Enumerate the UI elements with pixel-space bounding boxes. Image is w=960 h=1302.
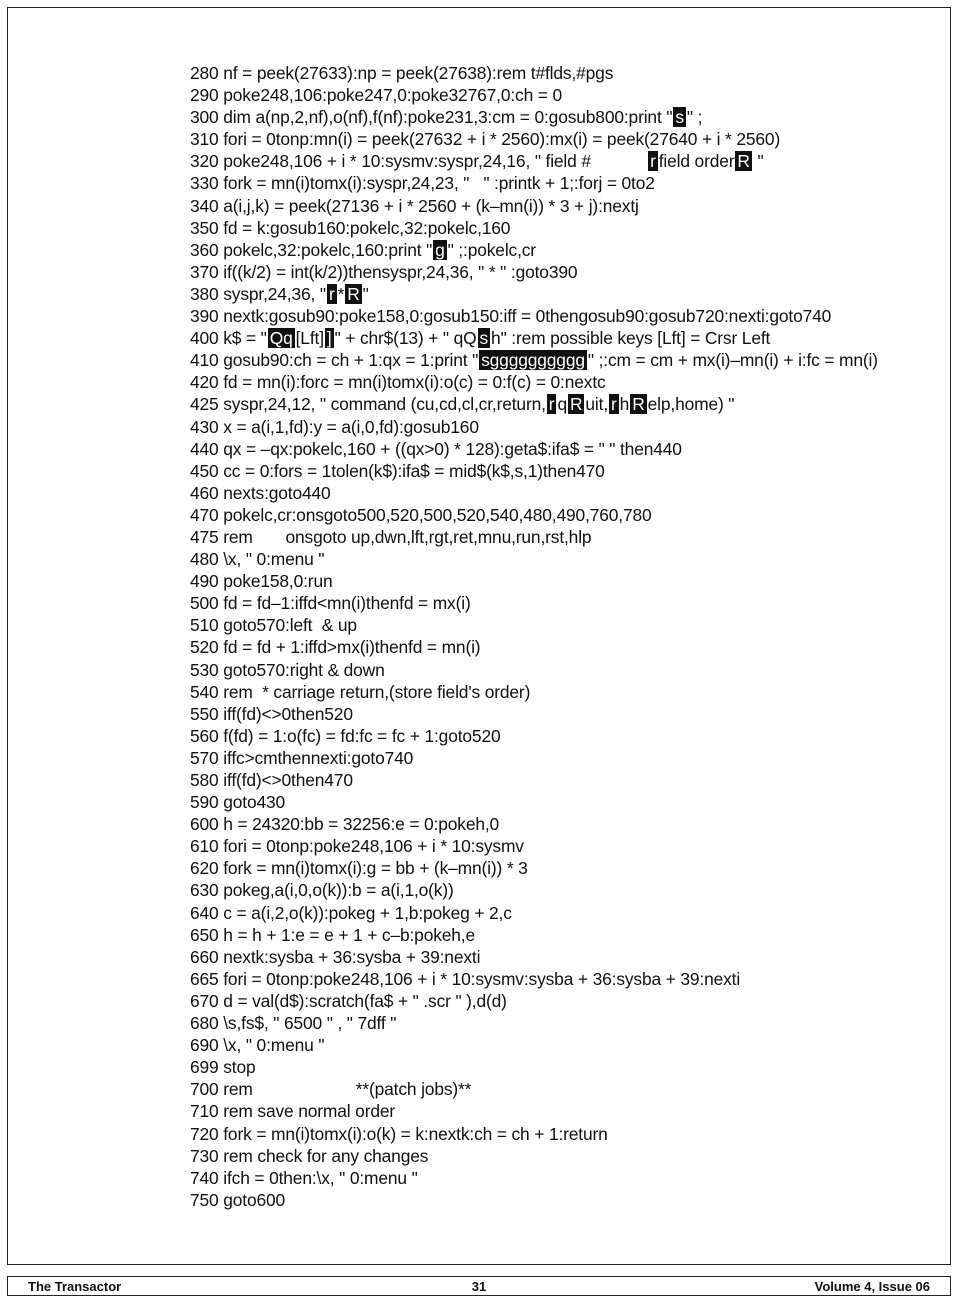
- code-line: [190, 659, 950, 681]
- code-text: 690 \x, " 0:menu ": [190, 1035, 325, 1056]
- reverse-video-char: s: [479, 328, 489, 349]
- code-text: 410 gosub90:ch = ch + 1:qx = 1:print ": [190, 350, 479, 371]
- code-text: *: [337, 283, 345, 304]
- code-text: ": [752, 151, 764, 172]
- code-line: [190, 1012, 950, 1034]
- reverse-video-char: r: [611, 394, 617, 415]
- code-text: 440 qx = –qx:pokelc,160 + ((qx>0) * 128):geta$:ifa$ = " " then440: [190, 438, 682, 459]
- code-line: [190, 968, 950, 990]
- code-text: 730 rem check for any changes: [190, 1145, 429, 1166]
- code-text: 630 pokeg,a(i,0,o(k)):b = a(i,1,o(k)): [190, 880, 454, 901]
- code-text: 540 rem * carriage return,(store field's order): [190, 681, 531, 702]
- code-text: 680 \s,fs$, " 6500 " , " 7dff ": [190, 1013, 397, 1034]
- code-line: [190, 460, 950, 482]
- code-line: [190, 482, 950, 504]
- issue-label: Volume 4, Issue 06: [814, 1279, 930, 1294]
- code-text: q: [557, 394, 567, 415]
- code-text: 650 h = h + 1:e = e + 1 + c–b:pokeh,e: [190, 924, 476, 945]
- code-text: 740 ifch = 0then:\x, " 0:menu ": [190, 1167, 418, 1188]
- code-line: [190, 548, 950, 570]
- code-text: 400 k$ = ": [190, 328, 267, 349]
- code-text: 420 fd = mn(i):forc = mn(i)tomx(i):o(c) = 0:f(c) = 0:nextc: [190, 372, 606, 393]
- reverse-video-char: s: [675, 107, 684, 128]
- code-line: [190, 902, 950, 924]
- reverse-video-char: ]: [326, 328, 332, 349]
- code-text: 600 h = 24320:bb = 32256:e = 0:pokeh,0: [190, 814, 500, 835]
- code-text: 590 goto430: [190, 792, 286, 813]
- code-line: [190, 592, 950, 614]
- code-text: 665 fori = 0tonp:poke248,106 + i * 10:sysmv:sysba + 36:sysba + 39:nexti: [190, 968, 741, 989]
- reverse-video-char: R: [569, 394, 583, 415]
- code-line: [190, 636, 950, 658]
- code-line: [190, 261, 950, 283]
- reverse-video-char: r: [548, 394, 555, 415]
- code-text: 720 fork = mn(i)tomx(i):o(k) = k:nextk:ch = ch + 1:return: [190, 1123, 608, 1144]
- code-line: [190, 857, 950, 879]
- code-text: uit,: [585, 394, 609, 415]
- page-number: 31: [471, 1279, 487, 1294]
- code-text: h" :rem possible keys [Lft] = Crsr Left: [491, 328, 771, 349]
- reverse-video-char: r: [650, 151, 656, 172]
- code-text: 610 fori = 0tonp:poke248,106 + i * 10:sysmv: [190, 836, 524, 857]
- code-line: [190, 1145, 950, 1167]
- reverse-video-char: Qq: [269, 328, 293, 349]
- code-line: [190, 835, 950, 857]
- code-line: [190, 681, 950, 703]
- code-line: [190, 393, 950, 415]
- reverse-video-char: r: [328, 283, 335, 304]
- code-line: [190, 791, 950, 813]
- code-text: 425 syspr,24,12, " command (cu,cd,cl,cr,return,: [190, 394, 546, 415]
- code-text: 300 dim a(np,2,nf),o(nf),f(nf):poke231,3:cm = 0:gosub800:print ": [190, 107, 673, 128]
- code-text: [Lft]: [295, 328, 324, 349]
- code-text: " ;: [686, 107, 703, 128]
- code-line: [190, 1078, 950, 1100]
- code-text: 310 fori = 0tonp:mn(i) = peek(27632 + i * 2560):mx(i) = peek(27640 + i * 2560): [190, 129, 781, 150]
- code-line: [190, 703, 950, 725]
- reverse-video-char: R: [347, 283, 360, 304]
- reverse-video-char: R: [632, 394, 645, 415]
- program-listing: [190, 62, 950, 1211]
- code-text: 620 fork = mn(i)tomx(i):g = bb + (k–mn(i)) * 3: [190, 858, 528, 879]
- code-line: [190, 946, 950, 968]
- code-line: [190, 349, 950, 371]
- code-line: [190, 371, 950, 393]
- code-text: 710 rem save normal order: [190, 1101, 396, 1122]
- code-text: 510 goto570:left & up: [190, 615, 357, 636]
- code-text: ": [362, 283, 369, 304]
- code-text: 370 if((k/2) = int(k/2))thensyspr,24,36, " * " :goto390: [190, 261, 578, 282]
- code-line: [190, 239, 950, 261]
- code-text: 570 iffc>cmthennexti:goto740: [190, 747, 414, 768]
- page-footer: [7, 1276, 951, 1296]
- code-line: [190, 747, 950, 769]
- code-text: 320 poke248,106 + i * 10:sysmv:syspr,24,16, " field #: [190, 151, 648, 172]
- code-line: [190, 195, 950, 217]
- code-text: 430 x = a(i,1,fd):y = a(i,0,fd):gosub160: [190, 416, 479, 437]
- code-line: [190, 62, 950, 84]
- code-text: 580 iff(fd)<>0then470: [190, 770, 353, 790]
- code-text: 490 poke158,0:run: [190, 571, 333, 592]
- reverse-video-char: sgggggggggg: [481, 350, 585, 371]
- code-line: [190, 1123, 950, 1145]
- code-text: 500 fd = fd–1:iffd<mn(i)thenfd = mx(i): [190, 593, 471, 614]
- code-line: [190, 106, 950, 128]
- code-line: [190, 128, 950, 150]
- code-text: " + chr$(13) + " qQ: [334, 328, 477, 349]
- code-line: [190, 813, 950, 835]
- code-text: " ;:cm = cm + mx(i)–mn(i) + i:fc = mn(i): [587, 350, 878, 371]
- code-text: 480 \x, " 0:menu ": [190, 549, 325, 570]
- code-text: h: [619, 394, 630, 415]
- code-text: 290 poke248,106:poke247,0:poke32767,0:ch = 0: [190, 85, 562, 106]
- code-text: 640 c = a(i,2,o(k)):pokeg + 1,b:pokeg + 2,c: [190, 902, 512, 923]
- code-text: 350 fd = k:gosub160:pokelc,32:pokelc,160: [190, 217, 511, 238]
- code-text: elp,home) ": [647, 394, 735, 415]
- code-text: 660 nextk:sysba + 36:sysba + 39:nexti: [190, 946, 481, 967]
- code-line: [190, 84, 950, 106]
- magazine-name: The Transactor: [28, 1279, 122, 1294]
- code-line: [190, 217, 950, 239]
- code-text: 340 a(i,j,k) = peek(27136 + i * 2560 + (k–mn(i)) * 3 + j):nextj: [190, 195, 639, 216]
- code-line: [190, 283, 950, 305]
- code-line: [190, 526, 950, 548]
- code-text: 700 rem **(patch jobs)**: [190, 1079, 472, 1100]
- code-text: field order: [658, 151, 735, 172]
- code-line: [190, 725, 950, 747]
- code-text: 330 fork = mn(i)tomx(i):syspr,24,23, " " :printk + 1;:forj = 0to2: [190, 173, 655, 194]
- code-line: [190, 924, 950, 946]
- code-text: 670 d = val(d$):scratch(fa$ + " .scr " ),d(d): [190, 990, 507, 1011]
- code-text: 450 cc = 0:fors = 1tolen(k$):ifa$ = mid$(k$,s,1)then470: [190, 460, 605, 481]
- code-line: [190, 172, 950, 194]
- code-text: 550 iff(fd)<>0then520: [190, 703, 353, 724]
- code-line: [190, 305, 950, 327]
- code-text: 380 syspr,24,36, ": [190, 283, 326, 304]
- code-line: [190, 769, 950, 791]
- code-line: [190, 1034, 950, 1056]
- code-line: [190, 327, 950, 349]
- code-line: [190, 614, 950, 636]
- code-text: 470 pokelc,cr:onsgoto500,520,500,520,540,480,490,760,780: [190, 504, 652, 525]
- code-line: [190, 416, 950, 438]
- code-text: 750 goto600: [190, 1189, 286, 1210]
- code-text: 360 pokelc,32:pokelc,160:print ": [190, 239, 433, 260]
- code-text: " ;:pokelc,cr: [447, 239, 536, 260]
- code-line: [190, 570, 950, 592]
- code-line: [190, 1189, 950, 1211]
- code-text: 560 f(fd) = 1:o(fc) = fd:fc = fc + 1:goto520: [190, 725, 501, 746]
- page-frame: [7, 7, 951, 1265]
- code-line: [190, 1100, 950, 1122]
- code-line: [190, 504, 950, 526]
- code-text: 280 nf = peek(27633):np = peek(27638):rem t#flds,#pgs: [190, 63, 614, 83]
- code-text: 520 fd = fd + 1:iffd>mx(i)thenfd = mn(i): [190, 637, 481, 658]
- code-line: [190, 990, 950, 1012]
- code-text: 390 nextk:gosub90:poke158,0:gosub150:iff = 0thengosub90:gosub720:nexti:goto740: [190, 306, 832, 327]
- reverse-video-char: g: [435, 239, 445, 260]
- code-line: [190, 1167, 950, 1189]
- code-line: [190, 438, 950, 460]
- code-text: 699 stop: [190, 1057, 256, 1078]
- code-line: [190, 879, 950, 901]
- reverse-video-char: R: [737, 151, 750, 172]
- code-text: 530 goto570:right & down: [190, 659, 385, 680]
- code-line: [190, 1056, 950, 1078]
- code-text: 475 rem onsgoto up,dwn,lft,rgt,ret,mnu,run,rst,hlp: [190, 526, 592, 547]
- code-text: 460 nexts:goto440: [190, 482, 331, 503]
- code-line: [190, 150, 950, 172]
